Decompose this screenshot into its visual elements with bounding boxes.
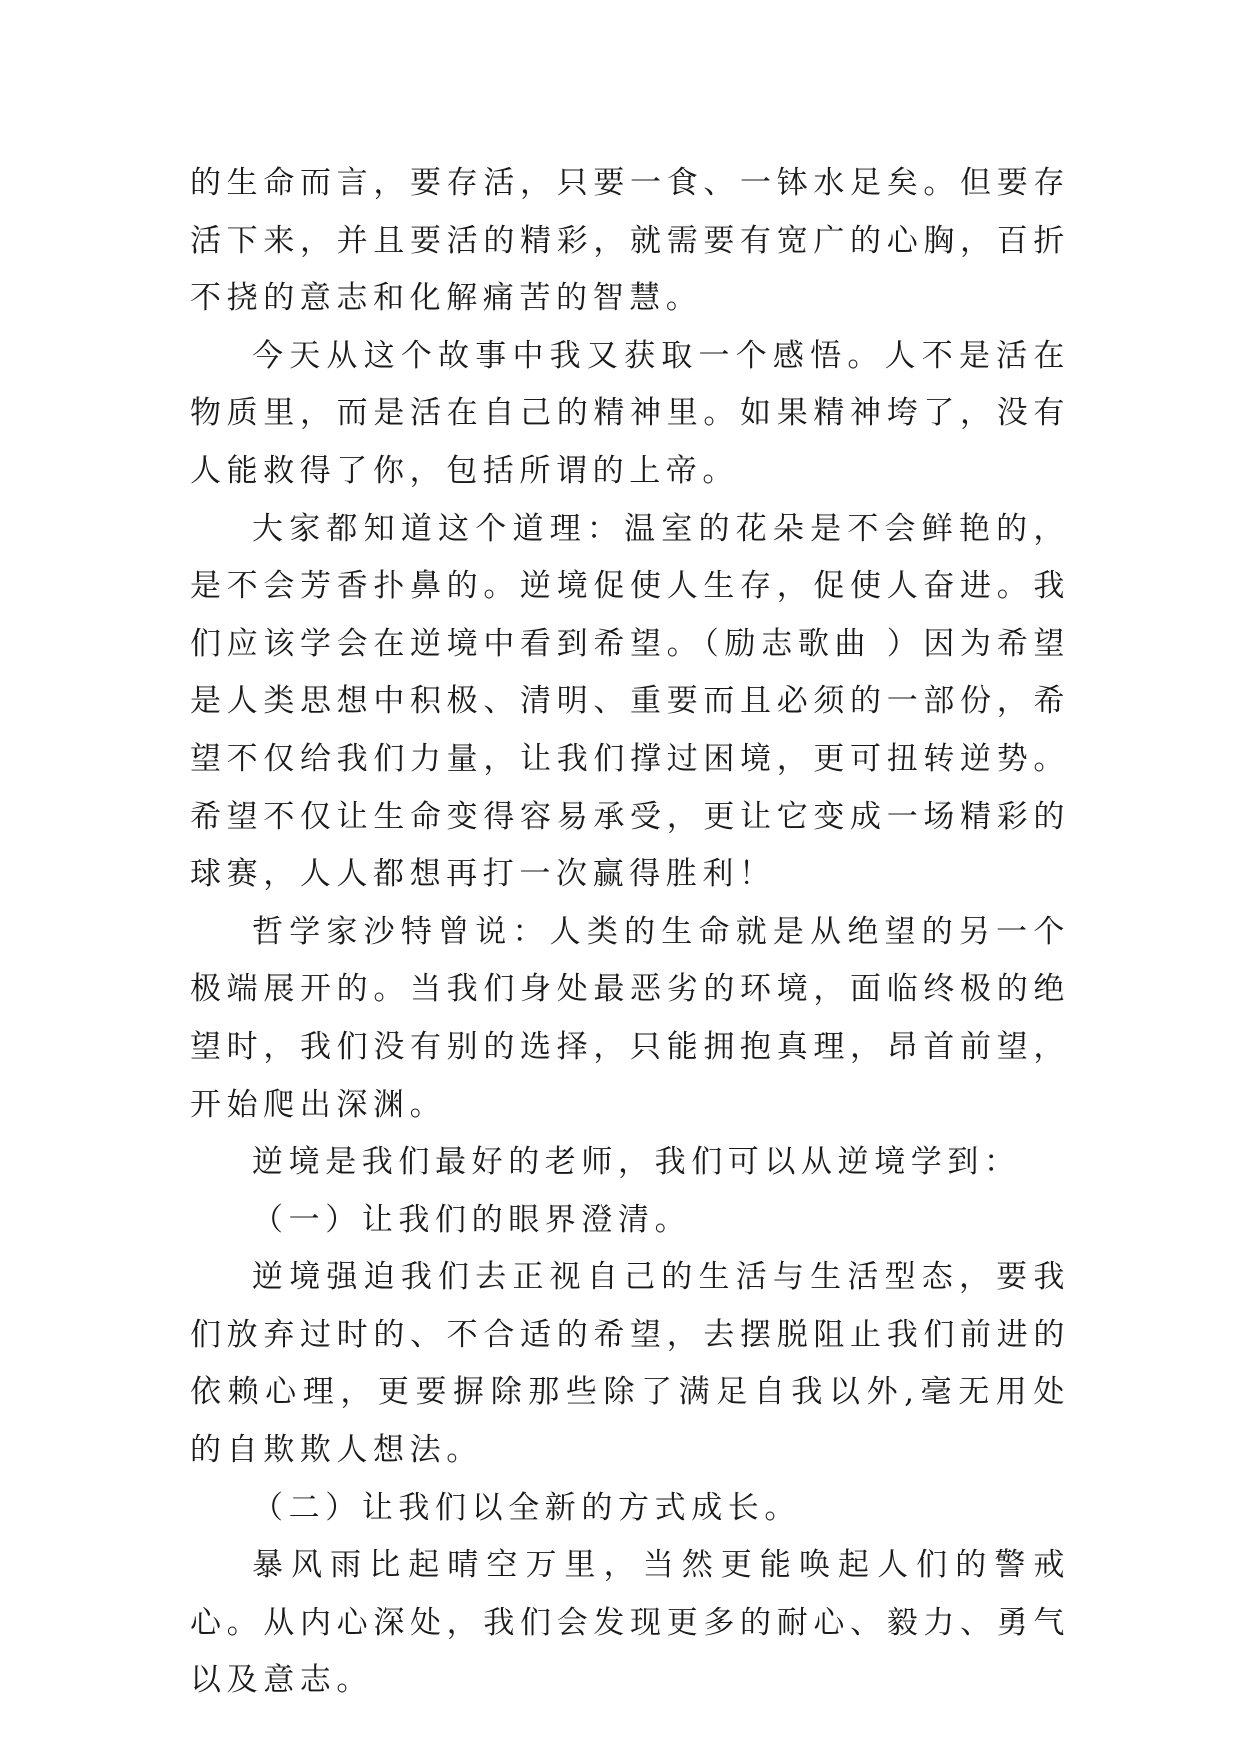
section-heading-2: （二）让我们以全新的方式成长。 bbox=[252, 1489, 801, 1526]
document-body bbox=[190, 155, 1070, 1710]
paragraph-5: 逆境是我们最好的老师，我们可以从逆境学到： bbox=[252, 1144, 1021, 1181]
paragraph-3: 大家都知道这个道理：温室的花朵是不会鲜艳的，是不会芳香扑鼻的。逆境促使人生存，促使人奋进。我们应该学会在逆境中看到希望。（励志歌曲 ）因为希望是人类思想中积极、清明、重要而且必须的一部份，希望不仅给我们力量，让我们撑过困境，更可扭转逆势。希望不仅让生命变得容易承受，更让它变成一场精彩的球赛，人人都想再打一次赢得胜利！ bbox=[190, 510, 1070, 893]
section-heading-1: （一）让我们的眼界澄清。 bbox=[252, 1201, 692, 1238]
paragraph-1: 的生命而言，要存活，只要一食、一钵水足矣。但要存活下来，并且要活的精彩，就需要有宽广的心胸，百折不挠的意志和化解痛苦的智慧。 bbox=[190, 165, 1070, 317]
paragraph-6: 逆境强迫我们去正视自己的生活与生活型态，要我们放弃过时的、不合适的希望，去摆脱阻止我们前进的依赖心理，更要摒除那些除了满足自我以外,毫无用处的自欺欺人想法。 bbox=[190, 1259, 1070, 1469]
paragraph-7: 暴风雨比起晴空万里，当然更能唤起人们的警戒心。从内心深处，我们会发现更多的耐心、毅力、勇气以及意志。 bbox=[190, 1547, 1070, 1699]
paragraph-4: 哲学家沙特曾说：人类的生命就是从绝望的另一个极端展开的。当我们身处最恶劣的环境，面临终极的绝望时，我们没有别的选择，只能拥抱真理，昂首前望，开始爬出深渊。 bbox=[190, 913, 1070, 1123]
paragraph-2: 今天从这个故事中我又获取一个感悟。人不是活在物质里，而是活在自己的精神里。如果精神垮了，没有人能救得了你，包括所谓的上帝。 bbox=[190, 337, 1070, 489]
